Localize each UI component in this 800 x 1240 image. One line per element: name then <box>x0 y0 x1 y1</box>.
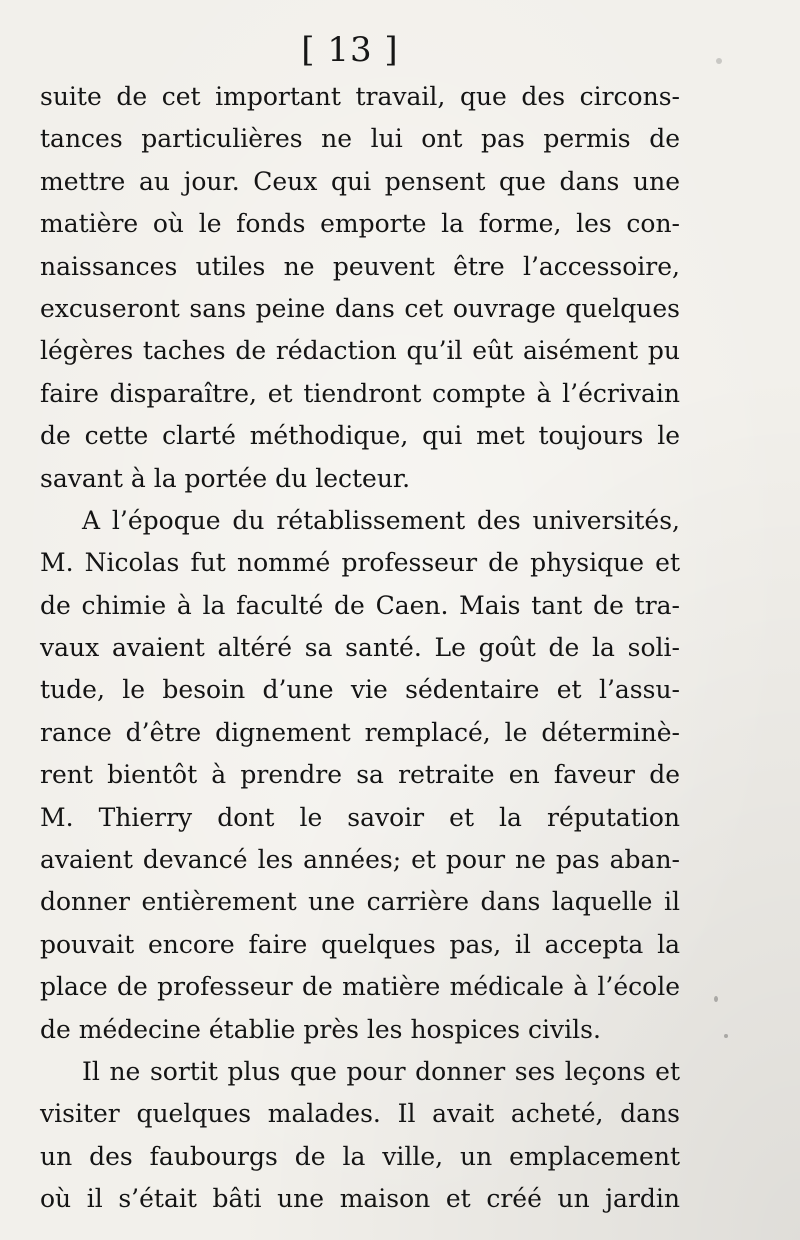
text-line: pouvait encore faire quelques pas, il accepta la <box>40 929 680 959</box>
ink-speck <box>716 58 722 64</box>
text-line: faire disparaître, et tiendront compte à l’écrivain <box>40 378 680 408</box>
text-line: vaux avaient altéré sa santé. Le goût de la soli- <box>40 633 680 663</box>
text-line: un des faubourgs de la ville, un emplacement <box>40 1141 680 1171</box>
paragraph-2 <box>40 500 680 1051</box>
text-line: place de professeur de matière médicale à l’école <box>40 972 680 1002</box>
text-line: excuseront sans peine dans cet ouvrage quelques <box>40 293 680 323</box>
text-line: légères taches de rédaction qu’il eût aisément pu <box>40 336 680 366</box>
text-line: M. Nicolas fut nommé professeur de physique et <box>40 548 680 578</box>
ink-speck <box>724 1034 728 1038</box>
text-line: matière où le fonds emporte la forme, les con- <box>40 209 680 239</box>
text-line: donner entièrement une carrière dans laquelle il <box>40 887 680 917</box>
text-line: avaient devancé les années; et pour ne pas aban- <box>40 845 680 875</box>
text-line: de cette clarté méthodique, qui met toujours le <box>40 421 680 451</box>
text-line: tude, le besoin d’une vie sédentaire et l’assu- <box>40 675 680 705</box>
text-line: mettre au jour. Ceux qui pensent que dans une <box>40 166 680 196</box>
body-text <box>40 76 680 1221</box>
text-line: de médecine établie près les hospices civils. <box>40 1014 601 1044</box>
paragraph-3 <box>40 1051 680 1221</box>
ink-speck <box>714 996 718 1002</box>
page-number: [ 13 ] <box>301 30 399 70</box>
text-line: rent bientôt à prendre sa retraite en faveur de <box>40 760 680 790</box>
text-line: M. Thierry dont le savoir et la réputation <box>40 802 680 832</box>
text-line: tances particulières ne lui ont pas permis de <box>40 124 680 154</box>
text-line: A l’époque du rétablissement des universités, <box>82 505 680 535</box>
text-line: où il s’était bâti une maison et créé un jardin <box>40 1184 680 1214</box>
text-line: savant à la portée du lecteur. <box>40 463 411 493</box>
text-line: suite de cet important travail, que des circons- <box>40 82 680 111</box>
text-line: de chimie à la faculté de Caen. Mais tant de tra- <box>40 590 680 620</box>
text-line: naissances utiles ne peuvent être l’accessoire, <box>40 251 680 281</box>
text-line: visiter quelques malades. Il avait acheté, dans <box>40 1099 680 1129</box>
text-line: Il ne sortit plus que pour donner ses leçons et <box>82 1056 680 1086</box>
text-line: rance d’être dignement remplacé, le déterminè- <box>40 717 680 747</box>
paragraph-1 <box>40 76 680 500</box>
